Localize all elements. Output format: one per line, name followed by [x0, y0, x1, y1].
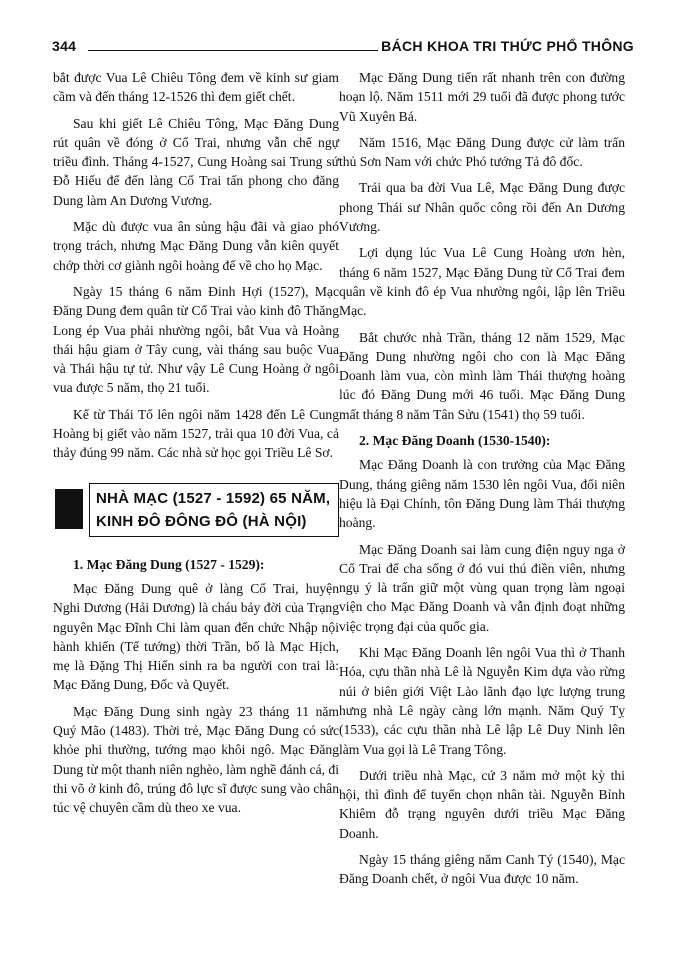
- right-column: [339, 68, 625, 896]
- paragraph: bắt được Vua Lê Chiêu Tông đem về kinh sư giam cầm và đến tháng 12-1526 thì đem giết chết.: [53, 70, 339, 105]
- paragraph: Lợi dụng lúc Vua Lê Cung Hoàng ươn hèn, tháng 6 năm 1527, Mạc Đăng Dung từ Cổ Trai đem quân về kinh đô ép Vua nhường ngôi, lập lên Triều Mạc.: [339, 245, 625, 319]
- subheading: 1. Mạc Đăng Dung (1527 - 1529):: [73, 556, 265, 572]
- paragraph: Khi Mạc Đăng Doanh lên ngôi Vua thì ở Thanh Hóa, cựu thần nhà Lê là Nguyễn Kim dựa vào rừng núi ở biên giới Việt Lào lãnh đạo lực lượng trung hưng nhà Lê ngày càng lớn mạnh. Năm Quý Tỵ (1533), các cựu thần nhà Lê lập Lê Duy Ninh lên làm Vua gọi là Lê Trang Tông.: [339, 645, 625, 757]
- paragraph: Dưới triều nhà Mạc, cứ 3 năm mở một kỳ thi hội, thì đình để tuyển chọn nhân tài. Nguyễn Bỉnh Khiêm đỗ trạng nguyên dưới triều Mạc Đăng Doanh.: [339, 767, 625, 841]
- page-header: [52, 38, 634, 58]
- subheading: 2. Mạc Đăng Doanh (1530-1540):: [359, 433, 551, 449]
- paragraph: Ngày 15 tháng 6 năm Đinh Hợi (1527), Mạc Đăng Dung đem quân từ Cổ Trai vào kinh đô Thăng Long ép Vua phải nhường ngôi, bắt Vua và Hoàng thái hậu giam ở Tây cung, vài tháng sau buộc Vua và Thái hậu tự tử. Như vậy Lê Cung Hoàng ở ngôi vua được 5 năm, thọ 21 tuổi.: [53, 283, 339, 396]
- paragraph: Năm 1516, Mạc Đăng Dung được cử làm trấn thủ Sơn Nam với chức Phó tướng Tả đô đốc.: [339, 134, 625, 170]
- paragraph: Ngày 15 tháng giêng năm Canh Tý (1540), Mạc Đăng Doanh chết, ở ngôi Vua được 10 năm.: [339, 851, 625, 887]
- paragraph: Bắt chước nhà Trần, tháng 12 năm 1529, Mạc Đăng Dung nhường ngôi cho con là Mạc Đăng Doanh làm vua, còn mình làm Thái thượng hoàng lúc đó Đăng Dung mới 46 tuổi. Mạc Đăng Dung mất tháng 8 năm Tân Sửu (1541) thọ 59 tuổi.: [339, 329, 625, 422]
- paragraph: Mạc Đăng Dung quê ở làng Cổ Trai, huyện Nghi Dương (Hải Dương) là cháu bảy đời của Trạng nguyên Mạc Đĩnh Chi làm quan đến chức Nhập nội hành khiển (Tể tướng) thời Trần, bố là Mạc Hịch, mẹ là Đặng Thị Hiến sinh ra ba người con trai là: Mạc Đăng Dung, Đốc và Quyết.: [53, 580, 339, 693]
- book-title: BÁCH KHOA TRI THỨC PHỔ THÔNG: [381, 38, 634, 54]
- paragraph: Mạc Đăng Doanh là con trưởng của Mạc Đăng Dung, tháng giêng năm 1530 lên ngôi Vua, đổi niên hiệu là Đại Chính, tôn Đăng Dung làm Thái thượng hoàng.: [339, 457, 625, 531]
- paragraph: Mạc Đăng Doanh sai làm cung điện nguy nga ở Cổ Trai để cha sống ở đó vui thú điền viên, nhưng ngụ ý là trấn giữ một vùng quan trọng làm ngoại viện cho Mạc Đăng Doanh và vẫn định đoạt những việc trọng đại của quốc gia.: [339, 541, 625, 634]
- paragraph: Mặc dù được vua ân sủng hậu đãi và giao phó trọng trách, nhưng Mạc Đăng Dung vẫn kiên quyết chớp thời cơ giành ngôi hoàng đế về cho họ Mạc.: [53, 219, 339, 273]
- paragraph: Mạc Đăng Dung sinh ngày 23 tháng 11 năm Quý Mão (1483). Thời trẻ, Mạc Đăng Dung có sức khỏe phi thường, tướng mạo khôi ngô. Mạc Đăng Dung từ một thanh niên nghèo, làm nghề đánh cá, đi thi võ ở kinh đô, trúng đô lực sĩ được sung vào chân túc vệ chuyên cầm dù theo xe vua.: [53, 703, 339, 816]
- paragraph: Trải qua ba đời Vua Lê, Mạc Đăng Dung được phong Thái sư Nhân quốc công rồi đến An Dương Vương.: [339, 180, 625, 235]
- paragraph: Kể từ Thái Tổ lên ngôi năm 1428 đến Lê Cung Hoàng bị giết vào năm 1527, trải qua 10 đời Vua, cả thảy đúng 99 năm. Các nhà sử học gọi Triều Lê Sơ.: [53, 406, 339, 461]
- header-rule: [88, 50, 378, 51]
- paragraph: Sau khi giết Lê Chiêu Tông, Mạc Đăng Dung rút quân về đóng ở Cổ Trai, nhưng vẫn chế ngự triều đình. Tháng 4-1527, Cung Hoàng sai Trung sứ Đỗ Hiếu để đến làng Cổ Trai tấn phong cho đăng Dung làm An Dương Vương.: [53, 115, 339, 208]
- section-marker: [55, 489, 83, 529]
- section-title-line: KINH ĐÔ ĐÔNG ĐÔ (HÀ NỘI): [96, 512, 307, 530]
- paragraph: Mạc Đăng Dung tiến rất nhanh trên con đường hoạn lộ. Năm 1511 mới 29 tuổi đã được phong tước Vũ Xuyên Bá.: [339, 70, 625, 124]
- section-title-line: NHÀ MẠC (1527 - 1592) 65 NĂM,: [96, 489, 331, 507]
- section-heading: [53, 483, 339, 539]
- section-title-frame: [89, 483, 339, 537]
- left-column: [53, 68, 339, 825]
- page-number: 344: [52, 38, 77, 54]
